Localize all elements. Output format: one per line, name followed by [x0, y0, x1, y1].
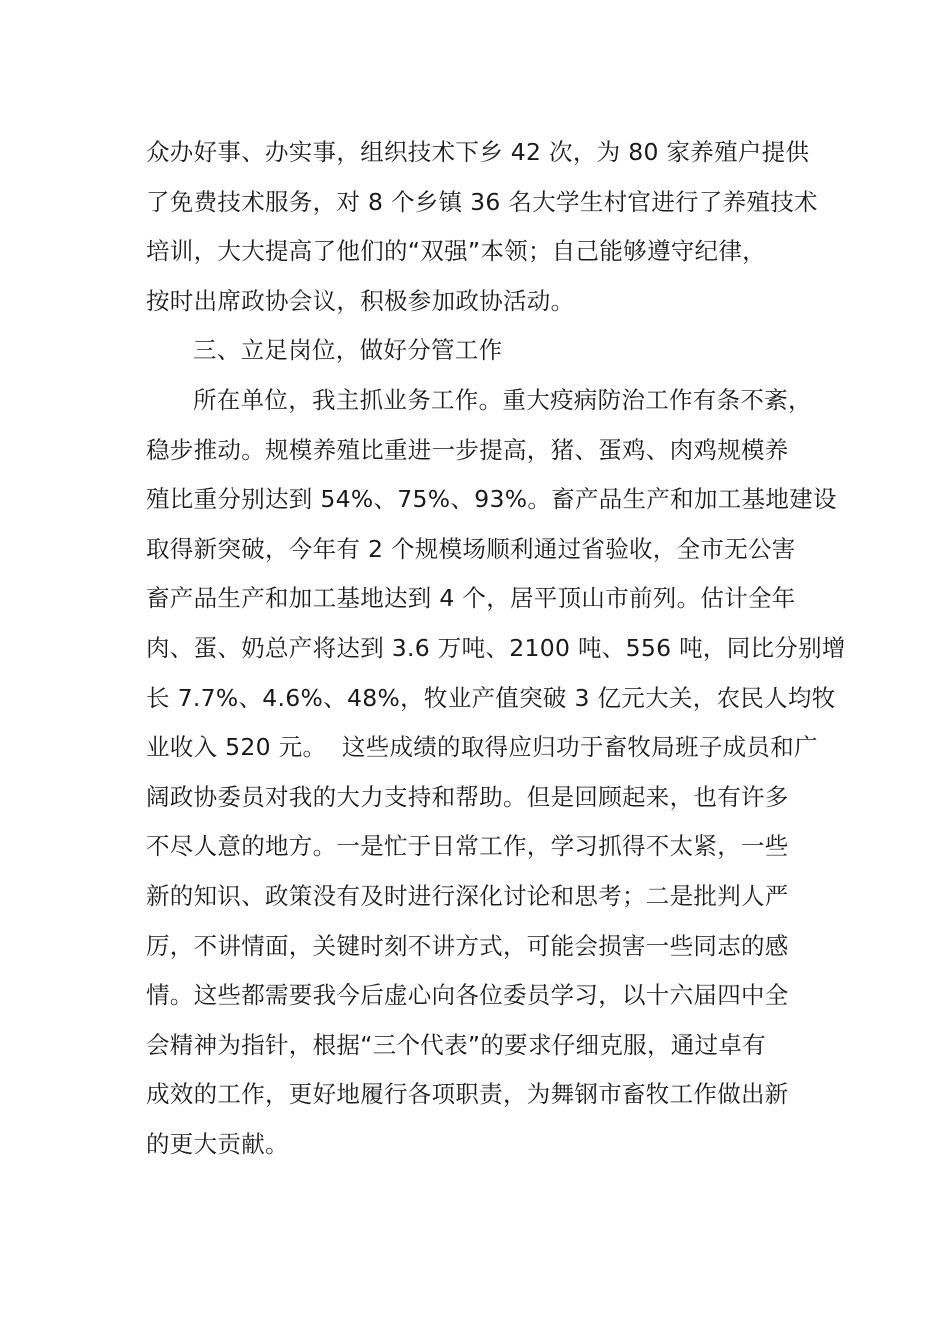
text-line: 殖比重分别达到 54%、75%、93%。畜产品生产和加工基地建设 — [146, 485, 837, 514]
text-line: 阔政协委员对我的大力支持和帮助。但是回顾起来，也有许多 — [146, 782, 789, 811]
text-line: 情。这些都需要我今后虚心向各位委员学习，以十六届四中全 — [146, 981, 789, 1010]
text-line: 众办好事、办实事，组织技术下乡 42 次，为 80 家养殖户提供 — [146, 138, 810, 166]
text-line: 长 7.7%、4.6%、48%，牧业产值突破 3 亿元大关，农民人均牧 — [146, 683, 836, 712]
text-line: 肉、蛋、奶总产将达到 3.6 万吨、2100 吨、556 吨，同比分别增 — [146, 633, 846, 662]
text-line: 稳步推动。规模养殖比重进一步提高，猪、蛋鸡、肉鸡规模养 — [146, 435, 789, 464]
text-line: 业收入 520 元。 这些成绩的取得应归功于畜牧局班子成员和广 — [146, 733, 818, 762]
text-line: 厉，不讲情面，关键时刻不讲方式，可能会损害一些同志的感 — [146, 931, 789, 960]
text-line: 新的知识、政策没有及时进行深化讨论和思考；二是批判人严 — [146, 881, 789, 910]
text-line: 按时出席政协会议，积极参加政协活动。 — [146, 286, 575, 315]
text-line: 不尽人意的地方。一是忙于日常工作，学习抓得不太紧，一些 — [146, 832, 789, 861]
text-line: 培训，大大提高了他们的“双强”本领；自己能够遵守纪律， — [146, 237, 766, 266]
text-line: 取得新突破，今年有 2 个规模场顺利通过省验收，全市无公害 — [146, 534, 796, 563]
text-line: 成效的工作，更好地履行各项职责，为舞钢市畜牧工作做出新 — [146, 1080, 789, 1109]
section-heading: 三、立足岗位，做好分管工作 — [193, 336, 503, 365]
text-line: 会精神为指针，根据“三个代表”的要求仔细克服，通过卓有 — [146, 1030, 766, 1059]
text-line: 的更大贡献。 — [146, 1129, 289, 1158]
text-line: 畜产品生产和加工基地达到 4 个，居平顶山市前列。估计全年 — [146, 584, 796, 613]
document-body — [146, 128, 846, 1169]
paragraph-first-line: 所在单位，我主抓业务工作。重大疫病防治工作有条不紊， — [193, 385, 812, 414]
text-line: 了免费技术服务，对 8 个乡镇 36 名大学生村官进行了养殖技术 — [146, 187, 818, 216]
